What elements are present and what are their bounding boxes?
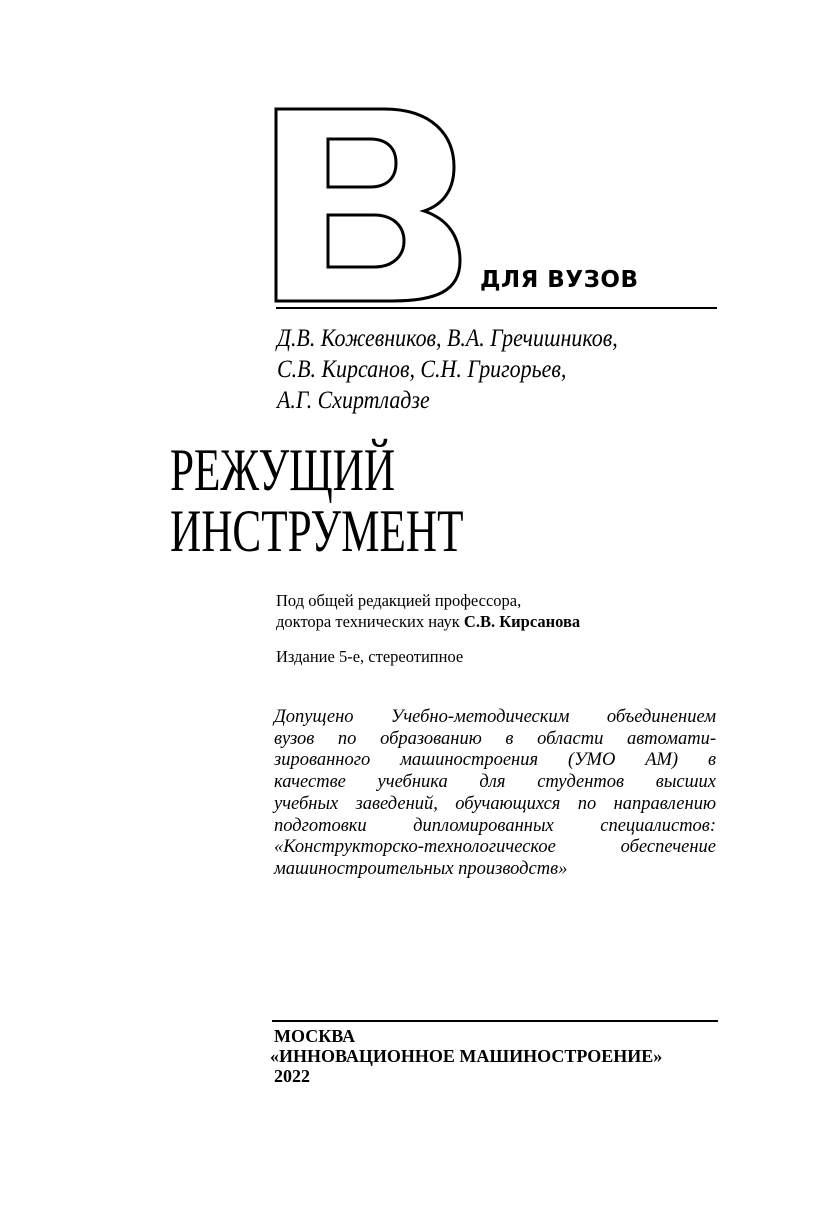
approval-line: качестве учебника для студентов высших <box>274 772 716 793</box>
bottom-divider <box>272 1020 718 1022</box>
approval-line: учебных заведений, обучающихся по направлению <box>274 793 716 814</box>
imprint-publisher: «ИННОВАЦИОННОЕ МАШИНОСТРОЕНИЕ» <box>270 1046 663 1066</box>
authors-line: С.В. Кирсанов, С.Н. Григорьев, <box>277 354 567 383</box>
approval-line: зированного машиностроения (УМО АМ) в <box>274 750 716 771</box>
editor-name: С.В. Кирсанова <box>463 612 581 631</box>
book-title-line: ИНСТРУМЕНТ <box>170 498 464 564</box>
imprint <box>270 1026 662 1086</box>
editor-prefix: доктора технических наук <box>276 612 464 631</box>
imprint-year: 2022 <box>274 1066 310 1086</box>
series-label: ДЛЯ ВУЗОВ <box>480 267 639 293</box>
imprint-city: МОСКВА <box>274 1026 356 1046</box>
approval-line: вузов по образованию в области автомати- <box>274 728 716 749</box>
editor-line <box>276 611 580 632</box>
edition-note: Издание 5-е, стереотипное <box>276 647 464 666</box>
authors-line: Д.В. Кожевников, В.А. Гречишников, <box>277 323 618 352</box>
approval-line: «Конструкторско-технологическое обеспечение <box>274 837 716 858</box>
approval-line: подготовки дипломированных специалистов: <box>274 815 716 836</box>
authors-line: А.Г. Схиртладзе <box>277 385 430 414</box>
approval-line: машиностроительных производств» <box>274 858 568 879</box>
authors <box>277 322 673 415</box>
series-logo-letter-icon <box>272 105 462 305</box>
approval-line: Допущено Учебно-методическим объединением <box>274 707 716 727</box>
top-divider <box>276 307 717 309</box>
editor-line: Под общей редакцией профессора, <box>276 591 522 610</box>
editor-note <box>276 590 580 632</box>
book-title <box>170 437 578 564</box>
approval-text <box>274 707 716 881</box>
book-title-line: РЕЖУЩИЙ <box>170 437 396 503</box>
